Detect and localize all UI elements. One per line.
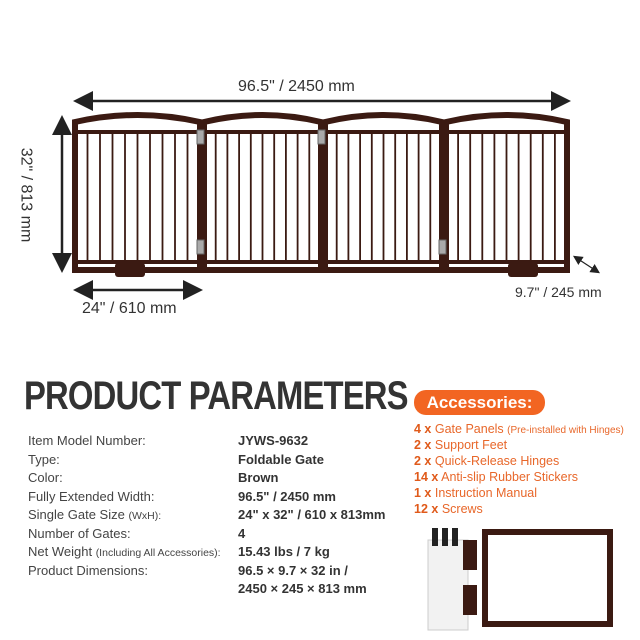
param-value: 24" x 32" / 610 x 813mm	[238, 507, 386, 522]
param-label: Product Dimensions:	[28, 562, 148, 578]
param-value: 96.5" / 2450 mm	[238, 488, 336, 504]
param-label: Number of Gates:	[28, 525, 131, 541]
depth-label: 9.7" / 245 mm	[515, 284, 602, 300]
accessory-item: 2 x Support Feet	[414, 438, 508, 452]
page-title: PRODUCT PARAMETERS	[24, 374, 408, 418]
accessory-item: 14 x Anti-slip Rubber Stickers	[414, 470, 578, 484]
param-value: 2450 × 245 × 813 mm	[238, 581, 367, 596]
param-label: Type:	[28, 451, 60, 467]
hinge-icon	[197, 240, 204, 254]
width-label: 96.5" / 2450 mm	[238, 78, 355, 95]
param-value: JYWS-9632	[238, 433, 309, 448]
support-foot	[508, 263, 538, 277]
hinge-icon	[439, 240, 446, 254]
accessory-item: 4 x Gate Panels (Pre-installed with Hinges)	[414, 422, 624, 436]
param-label: Item Model Number:	[28, 433, 146, 448]
param-value: Brown	[238, 470, 279, 485]
accessories-title: Accessories:	[414, 390, 545, 415]
depth-arrow	[575, 257, 598, 272]
param-value: 96.5 × 9.7 × 32 in /	[238, 562, 348, 578]
panel-width-label: 24" / 610 mm	[82, 300, 177, 317]
support-foot	[115, 263, 145, 277]
param-label: Single Gate Size (WxH):	[28, 507, 162, 522]
param-label: Net Weight (Including All Accessories):	[28, 544, 221, 559]
param-value: Foldable Gate	[238, 451, 324, 467]
height-label: 32" / 813 mm	[17, 147, 35, 243]
hinge-icon	[197, 130, 204, 144]
hinge-icon	[318, 130, 325, 144]
accessory-item: 12 x Screws	[414, 502, 483, 516]
accessory-item: 2 x Quick-Release Hinges	[414, 454, 560, 468]
accessories-photo	[428, 528, 610, 630]
param-label: Fully Extended Width:	[28, 488, 155, 504]
param-value: 15.43 lbs / 7 kg	[238, 544, 330, 559]
param-value: 4	[238, 525, 246, 541]
accessory-item: 1 x Instruction Manual	[414, 486, 538, 500]
param-label: Color:	[28, 470, 63, 485]
